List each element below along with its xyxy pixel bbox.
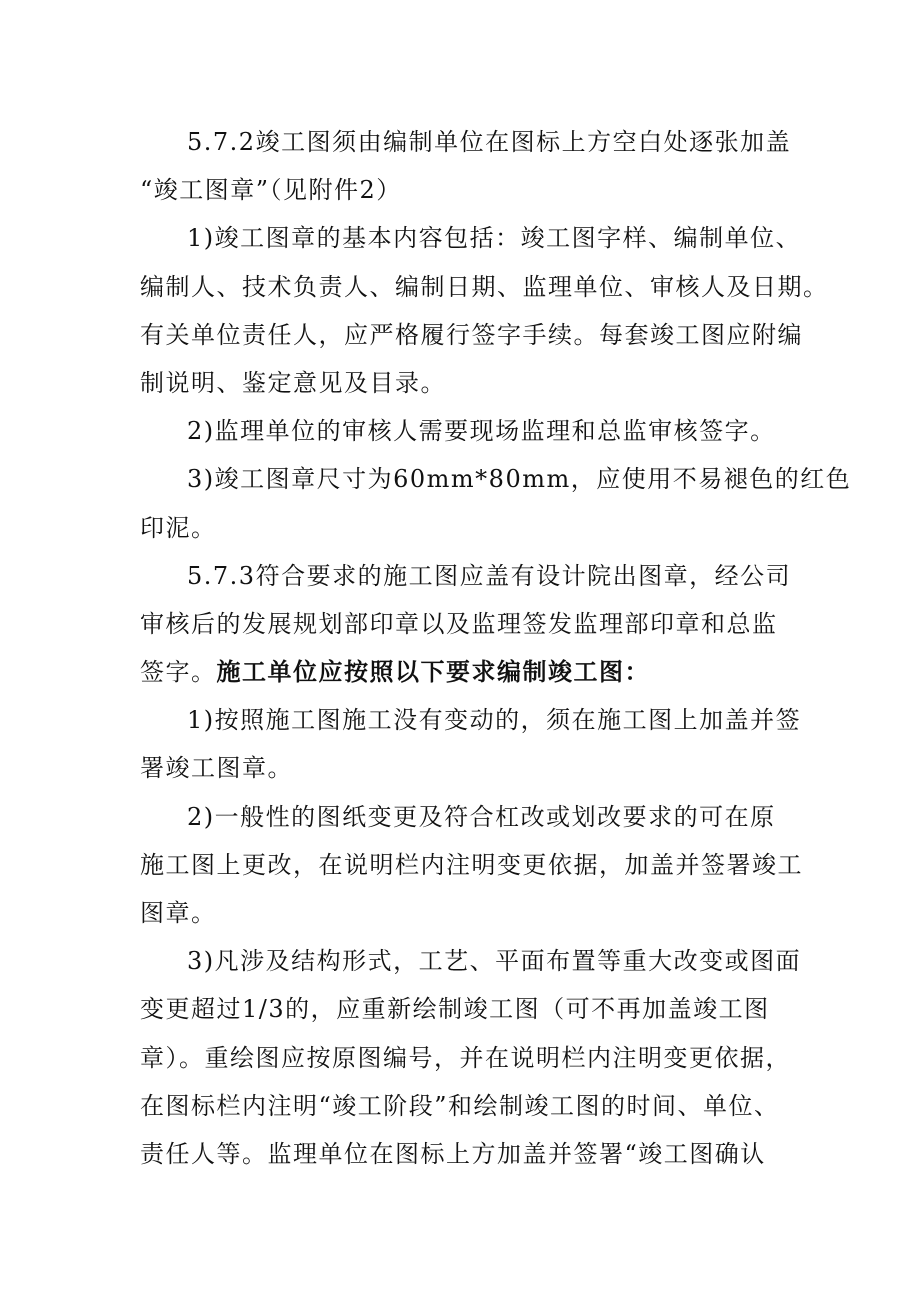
text-line: 变更超过1/3的，应重新绘制竣工图（可不再加盖竣工图 (140, 995, 770, 1024)
text-line: 5.7.2竣工图须由编制单位在图标上方空白处逐张加盖 (187, 128, 792, 156)
text-line: 审核后的发展规划部印章以及监理签发监理部印章和总监 (140, 609, 778, 638)
text-normal: 签字。 (140, 658, 217, 687)
text-line: 有关单位责任人，应严格履行签字手续。每套竣工图应附编 (140, 320, 803, 349)
text-line: 2)监理单位的审核人需要现场监理和总监审核签字。 (187, 417, 776, 446)
document-page (140, 118, 852, 1178)
text-line: 图章。 (140, 899, 217, 927)
paragraph-5-7-2-item-2 (140, 407, 790, 455)
paragraph-5-7-3-item-2 (140, 793, 803, 938)
text-line: 3)竣工图章尺寸为60mm*80mm，应使用不易褪色的红色 (187, 465, 852, 494)
text-line: 5.7.3符合要求的施工图应盖有设计院出图章，经公司 (187, 561, 792, 590)
paragraph-5-7-2-item-1 (140, 214, 829, 407)
text-line: 在图标栏内注明“竣工阶段”和绘制竣工图的时间、单位、 (140, 1091, 780, 1120)
paragraph-5-7-2-item-3 (140, 455, 852, 551)
text-line: 3)凡涉及结构形式，工艺、平面布置等重大改变或图面 (187, 947, 802, 976)
paragraph-5-7-3-item-3 (140, 937, 802, 1178)
text-line (140, 648, 790, 696)
text-line: 制说明、鉴定意见及目录。 (140, 368, 446, 397)
text-line: 1)竣工图章的基本内容包括：竣工图字样、编制单位、 (187, 224, 802, 253)
text-line: “竣工图章”（见附件2） (140, 176, 402, 205)
text-line: 编制人、技术负责人、编制日期、监理单位、审核人及日期。 (140, 272, 829, 301)
text-line: 施工图上更改，在说明栏内注明变更依据，加盖并签署竣工 (140, 850, 803, 879)
paragraph-5-7-3-item-1 (140, 696, 802, 792)
paragraph-5-7-2 (140, 118, 790, 214)
text-line: 责任人等。监理单位在图标上方加盖并签署“竣工图确认 (140, 1139, 766, 1168)
text-line: 章）。重绘图应按原图编号，并在说明栏内注明变更依据， (140, 1043, 791, 1072)
text-line: 1)按照施工图施工没有变动的，须在施工图上加盖并签 (187, 706, 802, 735)
text-bold-emphasis: 施工单位应按照以下要求编制竣工图： (216, 657, 650, 687)
text-line: 印泥。 (140, 513, 217, 542)
paragraph-5-7-3 (140, 552, 790, 697)
text-line: 署竣工图章。 (140, 754, 293, 783)
text-line: 2)一般性的图纸变更及符合杠改或划改要求的可在原 (187, 802, 776, 831)
